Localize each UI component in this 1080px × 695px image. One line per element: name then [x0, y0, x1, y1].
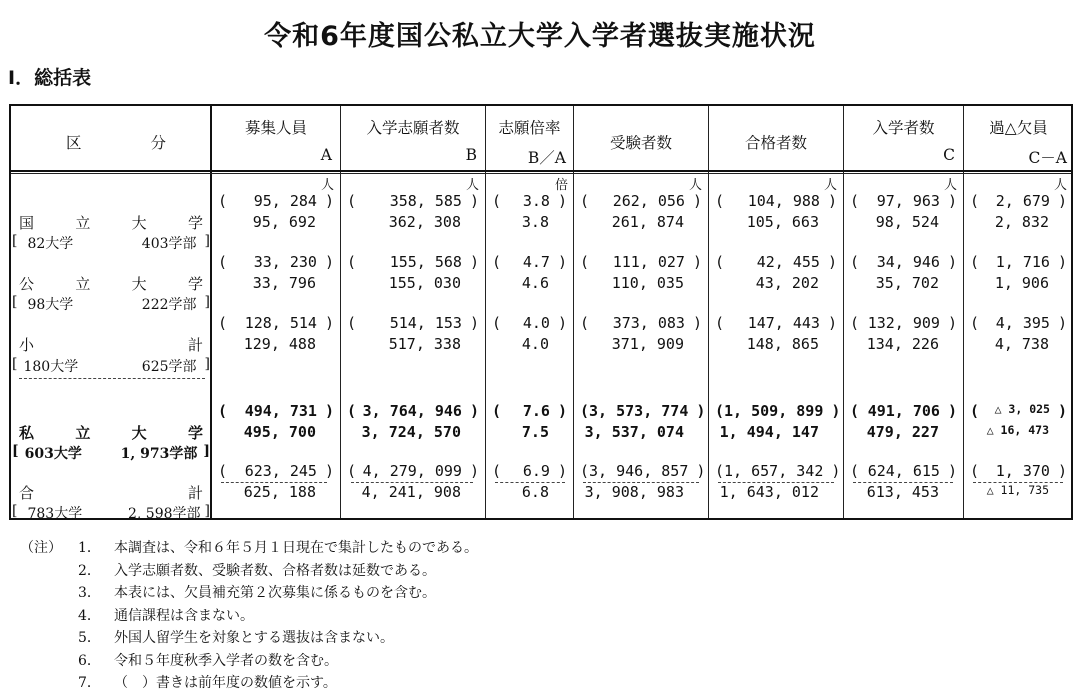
- prev-year-value: ( 1, 370 ): [970, 462, 1067, 480]
- prev-year-value: ( 514, 153 ): [347, 314, 479, 332]
- current-value: 6.8: [521, 483, 549, 501]
- row-bracket-public: [ 98大学 222学部 ]: [12, 294, 210, 313]
- prev-year-value: ( 1, 657, 342 ): [715, 462, 841, 480]
- current-value: 110, 035: [611, 274, 684, 292]
- header-examinees: 受験者数: [609, 134, 672, 152]
- prev-year-value: ( 7.6 ): [492, 402, 567, 420]
- prev-year-value: ( 34, 946 ): [850, 253, 957, 271]
- header-recruitment: 募集人員: [244, 119, 307, 137]
- prev-year-value: ( 128, 514 ): [218, 314, 334, 332]
- current-value: 625, 188: [243, 483, 316, 501]
- current-value: 95, 692: [252, 213, 316, 231]
- row-bracket-total: [ 783大学 2, 598学部 ]: [12, 503, 210, 522]
- prev-year-value: ( 3, 573, 774 ): [580, 402, 706, 420]
- header-surplus-sub: C－A: [1028, 149, 1067, 167]
- unit-label: 人: [465, 178, 479, 193]
- current-value: 1, 494, 147: [719, 423, 819, 441]
- current-value: 495, 700: [243, 423, 316, 441]
- current-value: 3, 908, 983: [584, 483, 684, 501]
- prev-year-value: ( 95, 284 ): [218, 192, 334, 210]
- section-heading: Ⅰ．総括表: [8, 67, 92, 89]
- unit-label: 人: [823, 178, 837, 193]
- header-divider: [11, 170, 1071, 172]
- prev-year-value: ( 3, 946, 857 ): [580, 462, 706, 480]
- prev-year-value: ( 4, 395 ): [970, 314, 1067, 332]
- current-value: 33, 796: [252, 274, 316, 292]
- prev-year-value: ( 3.8 ): [492, 192, 567, 210]
- prev-year-value: ( 147, 443 ): [715, 314, 837, 332]
- header-enrollees: 入学者数: [872, 119, 935, 137]
- note-item: 3． 本表には、欠員補充第２次募集に係るものを含む。: [78, 585, 436, 601]
- current-value: 2, 832: [994, 213, 1049, 231]
- category-header: 区 分: [66, 134, 166, 152]
- prev-year-value: ( 4, 279, 099 ): [347, 462, 479, 480]
- prev-year-value: ( 3, 764, 946 ): [347, 402, 479, 420]
- row-label-public: 公 立 大 学: [19, 275, 203, 293]
- row-label-subtotal: 小 計: [19, 336, 203, 354]
- current-value: 371, 909: [611, 335, 684, 353]
- current-value: 1, 906: [994, 274, 1049, 292]
- current-value: 3.8: [521, 213, 549, 231]
- col-divider: [573, 106, 574, 518]
- prev-year-value: ( 111, 027 ): [580, 253, 702, 271]
- note-item: 2． 入学志願者数、受験者数、合格者数は延数である。: [78, 562, 436, 579]
- header-passers: 合格者数: [744, 134, 807, 152]
- row-label-national: 国 立 大 学: [19, 214, 203, 232]
- col-divider: [708, 106, 709, 518]
- current-value: 7.5: [521, 423, 549, 441]
- prev-year-value: ( △ 3, 025 ): [970, 402, 1067, 420]
- header-ratio: 志願倍率: [498, 119, 561, 137]
- current-value: △ 11, 735: [986, 483, 1049, 497]
- prev-year-value: ( 4.7 ): [492, 253, 567, 271]
- header-recruitment-sub: A: [320, 146, 332, 164]
- prev-year-value: ( 624, 615 ): [850, 462, 957, 480]
- row-label-private: 私 立 大 学: [19, 424, 203, 442]
- current-value: △ 16, 473: [986, 423, 1049, 437]
- current-value: 613, 453: [866, 483, 939, 501]
- prev-year-value: ( 33, 230 ): [218, 253, 334, 271]
- header-ratio-sub: B／A: [527, 149, 566, 167]
- current-value: 129, 488: [243, 335, 316, 353]
- col-divider: [340, 106, 341, 518]
- col-divider: [210, 106, 212, 518]
- header-surplus: 過△欠員: [989, 119, 1048, 137]
- note-item: （注） 1． 本調査は、令和６年５月１日現在で集計したものである。: [20, 540, 478, 556]
- current-value: 105, 663: [746, 213, 819, 231]
- prev-year-value: ( 262, 056 ): [580, 192, 702, 210]
- prev-year-value: ( 132, 909 ): [850, 314, 957, 332]
- current-value: 479, 227: [866, 423, 939, 441]
- current-value: 3, 537, 074: [584, 423, 684, 441]
- row-bracket-private: [ 603大学 1, 973学部 ]: [12, 443, 210, 462]
- row-bracket-national: [ 82大学 403学部 ]: [12, 233, 210, 252]
- col-divider: [843, 106, 844, 518]
- current-value: 134, 226: [866, 335, 939, 353]
- unit-label: 人: [688, 178, 702, 193]
- prev-year-value: ( 2, 679 ): [970, 192, 1067, 210]
- current-value: 35, 702: [875, 274, 939, 292]
- current-value: 517, 338: [388, 335, 461, 353]
- prev-year-value: ( 1, 716 ): [970, 253, 1067, 271]
- row-bracket-subtotal: [ 180大学 625学部 ]: [12, 356, 210, 375]
- prev-year-value: ( 358, 585 ): [347, 192, 479, 210]
- prev-year-value: ( 1, 509, 899 ): [715, 402, 841, 420]
- row-label-total: 合 計: [19, 484, 203, 502]
- prev-year-value: ( 6.9 ): [492, 462, 567, 480]
- current-value: 43, 202: [755, 274, 819, 292]
- unit-label: 人: [943, 178, 957, 193]
- current-value: 362, 308: [388, 213, 461, 231]
- current-value: 261, 874: [611, 213, 684, 231]
- prev-year-value: ( 491, 706 ): [850, 402, 957, 420]
- prev-year-value: ( 373, 083 ): [580, 314, 702, 332]
- prev-year-value: ( 494, 731 ): [218, 402, 334, 420]
- prev-year-value: ( 104, 988 ): [715, 192, 837, 210]
- current-value: 1, 643, 012: [719, 483, 819, 501]
- current-value: 155, 030: [388, 274, 461, 292]
- header-applicants-sub: B: [465, 146, 477, 164]
- unit-label: 倍: [554, 178, 568, 193]
- header-enrollees-sub: C: [943, 146, 955, 164]
- dashed-separator: [19, 378, 205, 379]
- page-title: 令和6年度国公私立大学入学者選抜実施状況: [264, 21, 816, 52]
- notes: [20, 537, 478, 695]
- prev-year-value: ( 623, 245 ): [218, 462, 334, 480]
- current-value: 4, 738: [994, 335, 1049, 353]
- current-value: 4.0: [521, 335, 549, 353]
- header-applicants: 入学志願者数: [366, 119, 460, 137]
- unit-label: 人: [320, 178, 334, 193]
- current-value: 4, 241, 908: [361, 483, 461, 501]
- current-value: 4.6: [521, 274, 549, 292]
- current-value: 98, 524: [875, 213, 939, 231]
- unit-label: 人: [1053, 178, 1067, 193]
- note-item: 4． 通信課程は含まない。: [78, 607, 254, 624]
- prev-year-value: ( 97, 963 ): [850, 192, 957, 210]
- prev-year-value: ( 155, 568 ): [347, 253, 479, 271]
- current-value: 148, 865: [746, 335, 819, 353]
- summary-table: [9, 104, 1073, 520]
- note-item: 6． 令和５年度秋季入学者の数を含む。: [78, 652, 338, 669]
- note-item: 7． （ ）書きは前年度の数値を示す。: [78, 675, 337, 691]
- current-value: 3, 724, 570: [361, 423, 461, 441]
- prev-year-value: ( 42, 455 ): [715, 253, 837, 271]
- note-item: 5． 外国人留学生を対象とする選抜は含まない。: [78, 630, 394, 646]
- prev-year-value: ( 4.0 ): [492, 314, 567, 332]
